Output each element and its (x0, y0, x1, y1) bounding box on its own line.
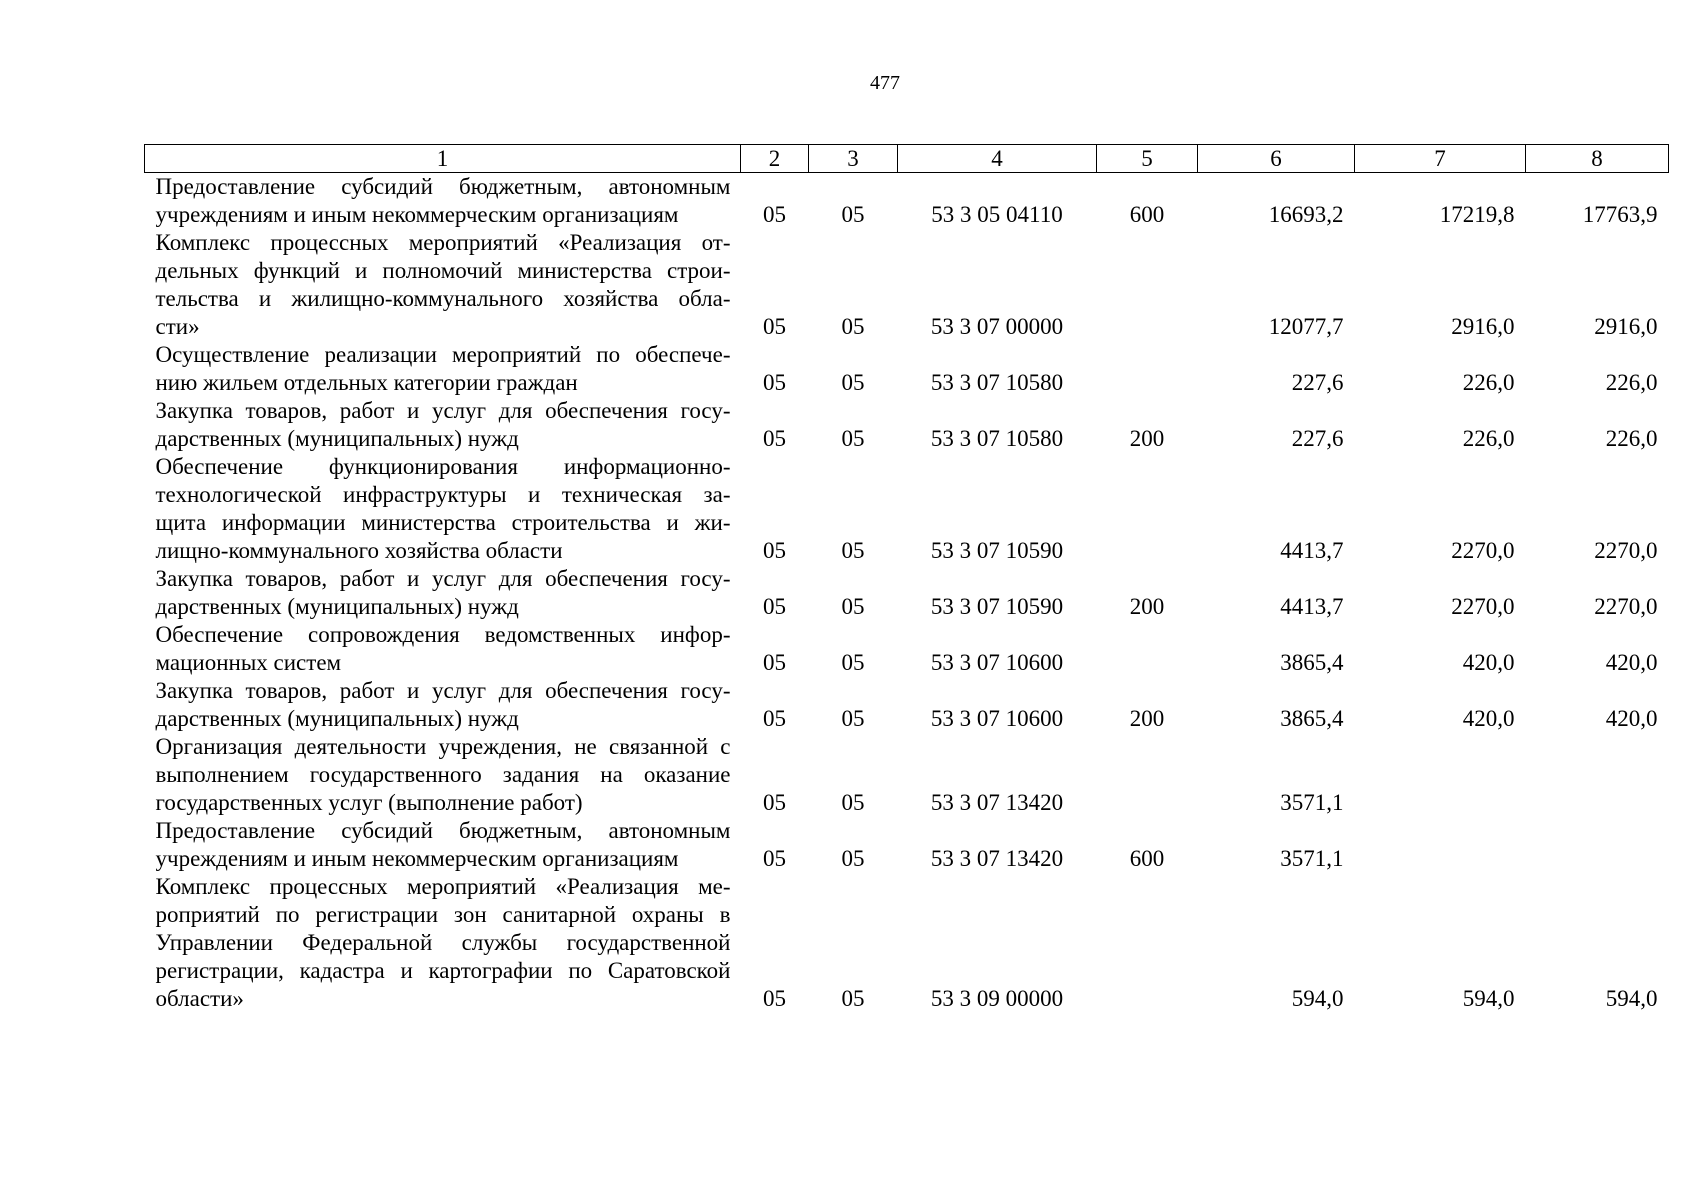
amount-col6-cell: 4413,7 (1280, 594, 1344, 619)
table-row (145, 397, 1669, 453)
expense-type-cell: 600 (1129, 846, 1165, 871)
amount-col8-cell: 17763,9 (1582, 202, 1658, 227)
row-name-line: роприятий по регистрации зон санитарной охраны в (155, 902, 731, 927)
row-name-line: дельных функций и полномочий министерства строи- (155, 258, 731, 283)
section-code-cell: 05 (763, 846, 786, 871)
row-name-cell (145, 453, 741, 565)
amount-col7-cell: 2270,0 (1451, 538, 1515, 563)
row-name-line: учреждениям и иным некоммерческим организациям (155, 846, 679, 871)
table-row (145, 677, 1669, 733)
amount-col8-cell: 594,0 (1605, 986, 1658, 1011)
row-name-line: выполнением государственного задания на оказание (155, 762, 731, 787)
row-name-line: Обеспечение функционирования информационно- (155, 454, 731, 479)
amount-col6-cell: 3571,1 (1280, 846, 1344, 871)
target-article-cell: 53 3 07 10600 (930, 650, 1064, 675)
amount-col6-cell: 3865,4 (1280, 706, 1344, 731)
amount-col6-cell: 594,0 (1291, 986, 1344, 1011)
target-article-cell: 53 3 07 10600 (930, 706, 1064, 731)
row-name-line: Организация деятельности учреждения, не связанной с (155, 734, 731, 759)
target-article-cell: 53 3 07 10590 (930, 594, 1064, 619)
target-article-cell: 53 3 07 10590 (930, 538, 1064, 563)
amount-col8-cell: 420,0 (1605, 650, 1658, 675)
header-row (145, 145, 1669, 173)
subsection-code-cell: 05 (841, 986, 865, 1011)
amount-col7-cell: 2916,0 (1451, 314, 1515, 339)
row-name-line: дарственных (муниципальных) нужд (155, 594, 519, 619)
row-name-line: Комплекс процессных мероприятий «Реализация ме- (155, 874, 731, 899)
amount-col8-cell: 2270,0 (1594, 594, 1658, 619)
header-cell-6: 6 (1198, 145, 1355, 173)
header-cell-3: 3 (809, 145, 898, 173)
subsection-code-cell: 05 (841, 790, 865, 815)
subsection-code-cell: 05 (841, 538, 865, 563)
expense-type-cell (1097, 229, 1198, 341)
row-name-line: Управлении Федеральной службы государственной (155, 930, 731, 955)
row-name-line: дарственных (муниципальных) нужд (155, 426, 519, 451)
amount-col7-cell: 420,0 (1462, 650, 1515, 675)
section-code-cell: 05 (763, 426, 786, 451)
table-row (145, 621, 1669, 677)
row-name-line: Закупка товаров, работ и услуг для обеспечения госу- (155, 566, 731, 591)
amount-col6-cell: 4413,7 (1280, 538, 1344, 563)
header-cell-5: 5 (1097, 145, 1198, 173)
amount-col7-cell: 17219,8 (1439, 202, 1515, 227)
target-article-cell: 53 3 07 13420 (930, 790, 1064, 815)
amount-col6-cell: 227,6 (1291, 370, 1344, 395)
section-code-cell: 05 (763, 594, 786, 619)
row-name-line: дарственных (муниципальных) нужд (155, 706, 519, 731)
row-name-line: Осуществление реализации мероприятий по обеспече- (155, 342, 731, 367)
header-cell-7: 7 (1355, 145, 1526, 173)
amount-col6-cell: 12077,7 (1268, 314, 1344, 339)
header-cell-2: 2 (741, 145, 809, 173)
row-name-cell (145, 173, 741, 230)
row-name-line: государственных услуг (выполнение работ) (155, 790, 583, 815)
subsection-code-cell: 05 (841, 594, 865, 619)
row-name-line: мационных систем (155, 650, 342, 675)
header-cell-4: 4 (898, 145, 1097, 173)
table-row (145, 341, 1669, 397)
row-name-line: технологической инфраструктуры и техническая за- (155, 482, 731, 507)
amount-col7-cell: 594,0 (1462, 986, 1515, 1011)
row-name-line: лищно-коммунального хозяйства области (155, 538, 563, 563)
section-code-cell: 05 (763, 986, 786, 1011)
amount-col7-cell (1355, 817, 1526, 873)
row-name-cell (145, 341, 741, 397)
table-row (145, 173, 1669, 230)
expense-type-cell: 200 (1129, 594, 1165, 619)
amount-col8-cell: 226,0 (1605, 370, 1658, 395)
table-row (145, 229, 1669, 341)
row-name-cell (145, 229, 741, 341)
row-name-cell (145, 817, 741, 873)
amount-col7-cell: 226,0 (1462, 426, 1515, 451)
section-code-cell: 05 (763, 202, 786, 227)
expense-type-cell (1097, 733, 1198, 817)
amount-col6-cell: 16693,2 (1268, 202, 1344, 227)
table-body (145, 173, 1669, 1014)
row-name-cell (145, 873, 741, 1013)
target-article-cell: 53 3 07 13420 (930, 846, 1064, 871)
amount-col7-cell: 420,0 (1462, 706, 1515, 731)
row-name-cell (145, 621, 741, 677)
expense-type-cell (1097, 873, 1198, 1013)
subsection-code-cell: 05 (841, 426, 865, 451)
subsection-code-cell: 05 (841, 314, 865, 339)
budget-table (144, 144, 1669, 1013)
amount-col8-cell (1526, 733, 1669, 817)
expense-type-cell (1097, 621, 1198, 677)
row-name-cell (145, 397, 741, 453)
expense-type-cell: 200 (1129, 426, 1165, 451)
amount-col8-cell (1526, 817, 1669, 873)
amount-col7-cell (1355, 733, 1526, 817)
section-code-cell: 05 (763, 370, 786, 395)
target-article-cell: 53 3 09 00000 (930, 986, 1064, 1011)
amount-col6-cell: 3865,4 (1280, 650, 1344, 675)
target-article-cell: 53 3 07 10580 (930, 426, 1064, 451)
amount-col8-cell: 2270,0 (1594, 538, 1658, 563)
table-row (145, 733, 1669, 817)
page-number: 477 (870, 72, 900, 94)
amount-col8-cell: 226,0 (1605, 426, 1658, 451)
target-article-cell: 53 3 07 00000 (930, 314, 1064, 339)
row-name-cell (145, 677, 741, 733)
row-name-line: нию жильем отдельных категории граждан (155, 370, 578, 395)
row-name-line: Закупка товаров, работ и услуг для обеспечения госу- (155, 678, 731, 703)
table-row (145, 565, 1669, 621)
section-code-cell: 05 (763, 538, 786, 563)
amount-col7-cell: 226,0 (1462, 370, 1515, 395)
header-cell-1: 1 (145, 145, 741, 173)
row-name-line: регистрации, кадастра и картографии по Саратовской (155, 958, 731, 983)
row-name-line: Обеспечение сопровождения ведомственных инфор- (155, 622, 731, 647)
row-name-line: Закупка товаров, работ и услуг для обеспечения госу- (155, 398, 731, 423)
expense-type-cell: 600 (1129, 202, 1165, 227)
table-row (145, 873, 1669, 1013)
row-name-cell (145, 733, 741, 817)
row-name-cell (145, 565, 741, 621)
row-name-line: Предоставление субсидий бюджетным, автономным (155, 174, 731, 199)
subsection-code-cell: 05 (841, 706, 865, 731)
amount-col6-cell: 227,6 (1291, 426, 1344, 451)
amount-col6-cell: 3571,1 (1280, 790, 1344, 815)
table-row (145, 817, 1669, 873)
expense-type-cell: 200 (1129, 706, 1165, 731)
section-code-cell: 05 (763, 650, 786, 675)
amount-col8-cell: 420,0 (1605, 706, 1658, 731)
header-cell-8: 8 (1526, 145, 1669, 173)
row-name-line: сти» (155, 314, 200, 339)
amount-col7-cell: 2270,0 (1451, 594, 1515, 619)
expense-type-cell (1097, 453, 1198, 565)
subsection-code-cell: 05 (841, 846, 865, 871)
subsection-code-cell: 05 (841, 370, 865, 395)
target-article-cell: 53 3 07 10580 (930, 370, 1064, 395)
row-name-line: щита информации министерства строительства и жи- (155, 510, 731, 535)
table-row (145, 453, 1669, 565)
expense-type-cell (1097, 341, 1198, 397)
section-code-cell: 05 (763, 790, 786, 815)
row-name-line: Предоставление субсидий бюджетным, автономным (155, 818, 731, 843)
section-code-cell: 05 (763, 314, 786, 339)
row-name-line: учреждениям и иным некоммерческим организациям (155, 202, 679, 227)
subsection-code-cell: 05 (841, 650, 865, 675)
row-name-line: тельства и жилищно-коммунального хозяйства обла- (155, 286, 731, 311)
amount-col8-cell: 2916,0 (1594, 314, 1658, 339)
target-article-cell: 53 3 05 04110 (931, 202, 1063, 227)
section-code-cell: 05 (763, 706, 786, 731)
subsection-code-cell: 05 (841, 202, 865, 227)
row-name-line: Комплекс процессных мероприятий «Реализация от- (155, 230, 731, 255)
row-name-line: области» (155, 986, 244, 1011)
